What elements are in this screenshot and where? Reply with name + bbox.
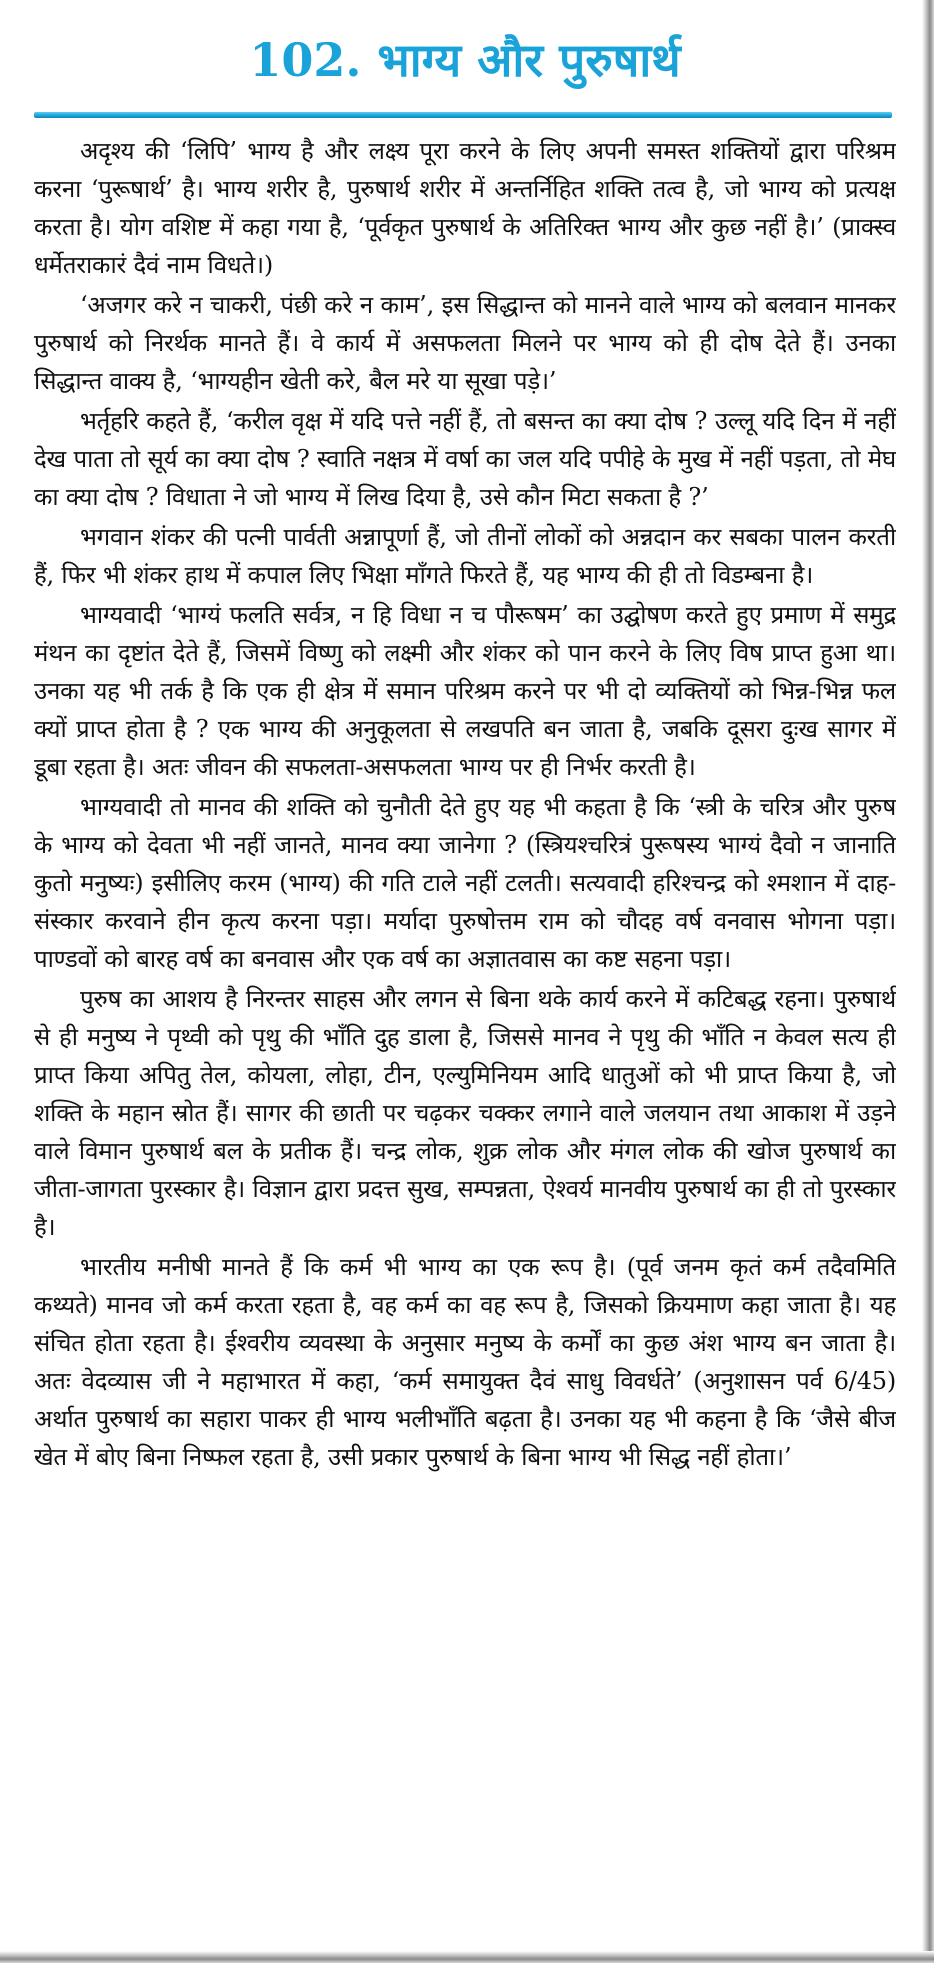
paragraph-2: ‘अजगर करे न चाकरी, पंछी करे न काम’, इस सिद्धान्त को मानने वाले भाग्य को बलवान मानकर पुरुषार्थ को निरर्थक मानते हैं। वे कार्य में असफलता मिलने पर भाग्य को ही दोष देते हैं। उनका सिद्धान्त वाक्य है, ‘भाग्यहीन खेती करे, बैल मरे या सूखा पड़े।’ <box>34 291 896 395</box>
paragraph-1: अदृश्य की ‘लिपि’ भाग्य है और लक्ष्य पूरा करने के लिए अपनी समस्त शक्तियों द्वारा परिश्रम करना ‘पुरूषार्थ’ है। भाग्य शरीर है, पुरुषार्थ शरीर में अन्तर्निहित शक्ति तत्व है, जो भाग्य को प्रत्यक्ष करता है। योग वशिष्ट में कहा गया है, ‘पूर्वकृत पुरुषार्थ के अतिरिक्त भाग्य और कुछ नहीं है।’ (प्राक्स्व धर्मेतराकारं दैवं नाम विधते।) <box>34 137 896 279</box>
title-underline <box>34 112 892 118</box>
paragraph-3: भर्तृहरि कहते हैं, ‘करील वृक्ष में यदि पत्ते नहीं हैं, तो बसन्त का क्या दोष ? उल्लू यदि दिन में नहीं देख पाता तो सूर्य का क्या दोष ? स्वाति नक्षत्र में वर्षा का जल यदि पपीहे के मुख में नहीं पड़ता, तो मेघ का क्या दोष ? विधाता ने जो भाग्य में लिख दिया है, उसे कौन मिटा सकता है ?’ <box>34 407 896 511</box>
paragraph-8: भारतीय मनीषी मानते हैं कि कर्म भी भाग्य का एक रूप है। (पूर्व जनम कृतं कर्म तदैवमिति कथ्यते) मानव जो कर्म करता रहता है, वह कर्म का वह रूप है, जिसको क्रियमाण कहा जाता है। यह संचित होता रहता है। ईश्वरीय व्यवस्था के अनुसार मनुष्य के कर्मों का कुछ अंश भाग्य बन जाता है। अतः वेदव्यास जी ने महाभारत में कहा, ‘कर्म समायुक्त दैवं साधु विवर्धते’ (अनुशासन पर्व 6/45) अर्थात पुरुषार्थ का सहारा पाकर ही भाग्य भलीभाँति बढ़ता है। उनका यह भी कहना है कि ‘जैसे बीज खेत में बोए बिना निष्फल रहता है, उसी प्रकार पुरुषार्थ के बिना भाग्य भी सिद्ध नहीं होता।’ <box>34 1253 896 1471</box>
essay-title: 102. भाग्य और पुरुषार्थ <box>249 33 681 87</box>
page-edge-shadow-bottom <box>0 1951 934 1963</box>
page-edge-shadow-right <box>922 0 934 1963</box>
paragraph-5: भाग्यवादी ‘भाग्यं फलति सर्वत्र, न हि विधा न च पौरूषम’ का उद्घोषण करते हुए प्रमाण में समुद्र मंथन का दृष्टांत देते हैं, जिसमें विष्णु को लक्ष्मी और शंकर को पान करने के लिए विष प्राप्त हुआ था। उनका यह भी तर्क है कि एक ही क्षेत्र में समान परिश्रम करने पर भी दो व्यक्तियों को भिन्न-भिन्न फल क्यों प्राप्त होता है ? एक भाग्य की अनुकूलता से लखपति बन जाता है, जबकि दूसरा दुःख सागर में डूबा रहता है। अतः जीवन की सफलता-असफलता भाग्य पर ही निर्भर करती है। <box>34 601 896 781</box>
paragraph-4: भगवान शंकर की पत्नी पार्वती अन्नापूर्णा हैं, जो तीनों लोकों को अन्नदान कर सबका पालन करती हैं, फिर भी शंकर हाथ में कपाल लिए भिक्षा माँगते फिरते हैं, यह भाग्य की ही तो विडम्बना है। <box>34 523 896 589</box>
paragraph-6: भाग्यवादी तो मानव की शक्ति को चुनौती देते हुए यह भी कहता है कि ‘स्त्री के चरित्र और पुरुष के भाग्य को देवता भी नहीं जानते, मानव क्या जानेगा ? (स्त्रियश्चरित्रं पुरूषस्य भाग्यं दैवो न जानाति कुतो मनुष्यः) इसीलिए करम (भाग्य) की गति टाले नहीं टलती। सत्यवादी हरिश्चन्द्र को श्मशान में दाह-संस्कार करवाने हीन कृत्य करना पड़ा। मर्यादा पुरुषोत्तम राम को चौदह वर्ष वनवास भोगना पड़ा। पाण्डवों को बारह वर्ष का बनवास और एक वर्ष का अज्ञातवास का कष्ट सहना पड़ा। <box>34 793 896 973</box>
essay-body <box>34 132 896 1932</box>
paragraph-7: पुरुष का आशय है निरन्तर साहस और लगन से बिना थके कार्य करने में कटिबद्ध रहना। पुरुषार्थ से ही मनुष्य ने पृथ्वी को पृथु की भाँति दुह डाला है, जिससे मानव ने पृथु की भाँति न केवल सत्य ही प्राप्त किया अपितु तेल, कोयला, लोहा, टीन, एल्युमिनियम आदि धातुओं को भी प्राप्त किया है, जो शक्ति के महान स्रोत हैं। सागर की छाती पर चढ़कर चक्कर लगाने वाले जलयान तथा आकाश में उड़ने वाले विमान पुरुषार्थ बल के प्रतीक हैं। चन्द्र लोक, शुक्र लोक और मंगल लोक की खोज पुरुषार्थ का जीता-जागता पुरस्कार है। विज्ञान द्वारा प्रदत्त सुख, सम्पन्नता, ऐश्वर्य मानवीय पुरुषार्थ का ही तो पुरस्कार है। <box>34 985 896 1241</box>
